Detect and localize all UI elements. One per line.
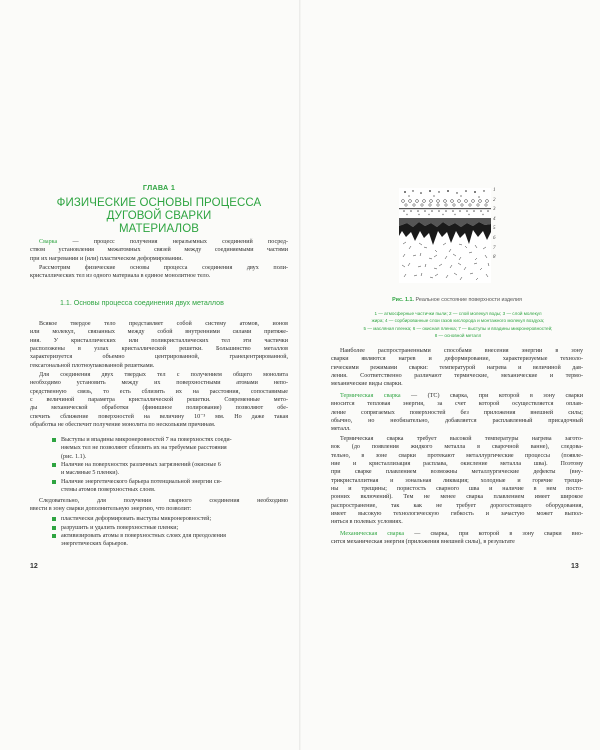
mechanical-line: — сварка, при которой в зону сварки вно- <box>404 531 583 537</box>
figure-callout: 7 <box>493 245 496 251</box>
figure-callout: 8 <box>493 255 496 261</box>
intro-paragraph <box>30 238 288 263</box>
mechanical-welding-paragraph <box>331 530 583 547</box>
body2-line: обработка не обеспечит получение монолита по нескольким причинам. <box>30 422 216 429</box>
thermal-line: металл. <box>331 426 351 433</box>
bullet-marker <box>52 463 56 467</box>
thermal-detail-line: вок (до появления жидкого металла в сварочной ванне), следова- <box>331 444 583 451</box>
figure-legend-line: 1 — атмосферные частички пыли; 2 — слой молекул воды; 3 — слой молекул <box>374 311 542 316</box>
figure-legend <box>333 310 583 340</box>
thermal-detail-line: ние и кристаллизация расплава, окисление металла шва). Поэтому <box>331 461 583 468</box>
energy-line: ления. Соответственно различают термические, механические и термо- <box>331 373 583 380</box>
body3-line: ввести в зону сварки дополнительную энергию, что позволит: <box>30 506 192 513</box>
body1-line: характеризуется объемно центрированной, гранецентрированной, <box>30 354 288 361</box>
body2-line: средственную связь, то есть сблизить их на расстояния, сопоставимые <box>30 388 288 395</box>
energy-line: сварки являются нагрев и деформирование, характеризуемые техноло- <box>331 356 583 363</box>
bullet-line: Наличие на поверхностях различных загрязнений (окисные 6 <box>61 462 221 468</box>
figure-callout: 2 <box>493 197 496 203</box>
bullet-line: стемы атомов поверхностных слоев. <box>61 487 156 494</box>
thermal-detail-line: Термическая сварка требует высокой температуры нагрева загото- <box>340 436 583 442</box>
bullet-item <box>61 515 288 523</box>
thermal-detail-line: имеет высокую технологическую гибкость и зачастую может выпол- <box>331 511 583 518</box>
thermal-detail-line: трикристаллитная и зональная ликвация; холодные и горячие трещи- <box>331 477 583 484</box>
figure-caption-label: Рис. 1.1. <box>392 297 414 303</box>
figure-callout: 1 <box>493 188 496 193</box>
bullet-marker <box>52 480 56 484</box>
body1-paragraph <box>30 320 288 370</box>
mechanical-line: сится механическая энергия (приложения внешней силы), в результате <box>331 539 515 546</box>
term-mechanical-welding: Механическая сварка <box>340 531 405 537</box>
thermal-welding-paragraph <box>331 392 583 434</box>
thermal-detail-line: тельно, в зоне сварки протекают металлургические процессы (появле- <box>331 452 583 459</box>
page-number-left: 12 <box>30 563 38 570</box>
bullet-item <box>61 478 288 495</box>
energy-line: гическими режимами сварки: температурой нагрева и величиной дав- <box>331 364 583 371</box>
figure-callout: 5 <box>493 226 496 232</box>
thermal-detail-line: няться в полевых условиях. <box>331 519 403 526</box>
bullet-item <box>61 436 288 461</box>
bullet-item <box>61 461 288 478</box>
chapter-title-line: ФИЗИЧЕСКИЕ ОСНОВЫ ПРОЦЕССА ДУГОВОЙ СВАРКИ <box>56 197 262 222</box>
figure-caption-text: Реальное состояние поверхности изделия <box>413 297 522 303</box>
body3-paragraph <box>30 497 288 514</box>
term-svarka: Сварка <box>39 239 58 245</box>
figure-callout: 4 <box>493 216 496 222</box>
figure-callout: 6 <box>493 235 496 241</box>
bullet-line: активизировать атомы в поверхностных слоях для преодоления <box>61 533 226 539</box>
thermal-detail-paragraph <box>331 435 583 527</box>
body2-line: необходимо установить между их поверхностными атомами непо- <box>30 380 288 387</box>
energy-line: механические виды сварки. <box>331 381 403 388</box>
energy-paragraph <box>331 347 583 389</box>
body2-line: с величиной параметра кристаллической решетки. Современные мето- <box>30 397 288 404</box>
chapter-title-line: МАТЕРИАЛОВ <box>118 223 200 235</box>
book-gutter <box>299 0 301 750</box>
bullet-line: и масляные 5 пленки). <box>61 470 120 477</box>
bullet-line: пластически деформировать выступы микронеровностей; <box>61 516 212 522</box>
thermal-detail-line: ны и трещины; пористость сварного шва и наличие в нем посто- <box>331 486 583 493</box>
bullet-marker <box>52 438 56 442</box>
body2-line: спечить сближение поверхностей на величину 10⁻³ мм. Но даже такая <box>30 413 288 420</box>
term-thermal-welding: Термическая сварка <box>340 393 401 399</box>
section-title: 1.1. Основы процесса соединения двух металлов <box>60 299 224 307</box>
thermal-line: — (ТС) сварка, при которой в зону сварки <box>400 393 583 399</box>
surface-cross-section-figure <box>399 188 491 283</box>
figure-callouts <box>493 186 496 263</box>
energy-line: Наиболее распространенными способами внесения энергии в зону <box>340 348 583 354</box>
intro2-paragraph <box>30 264 288 281</box>
bullet-marker <box>52 517 56 521</box>
body1-line: ния. У кристаллических или поликристаллических тел эти частички <box>30 337 288 344</box>
bullet-line: няемых тел не позволяют сблизить их на требуемые расстояния <box>61 445 227 452</box>
thermal-line: вносится тепловая энергия, за счет которой осуществляется оплав- <box>331 401 583 408</box>
body1-line: Всякое твердое тело представляет собой систему атомов, ионов <box>39 321 288 327</box>
figure-legend-line: жира; 4 — сорбированные слои газов кислорода и монтажного молекул воздуха; <box>371 318 545 324</box>
body2-line: ды механической обработки (финишное полирование) позволяют обе- <box>30 405 288 412</box>
intro2-line: кристаллических тел из одного материала в единое монолитное тело. <box>30 273 211 280</box>
figure-legend-line: 8 — основной металл <box>434 333 482 339</box>
body1-line: гексагональной плотноупакованной решетками. <box>30 362 155 369</box>
chapter-title <box>30 197 288 236</box>
body2-paragraph <box>30 371 288 429</box>
chapter-label: ГЛАВА 1 <box>142 183 176 192</box>
thermal-detail-line: при сварке плавлением возможны металлургические дефекты (вну- <box>331 469 583 476</box>
body3-line: Следовательно, для получения сварного соединения необходимо <box>39 498 288 504</box>
bullet-marker <box>52 534 56 538</box>
bullet-line: энергетических барьеров. <box>61 541 128 548</box>
intro-line: при их нагревании и (или) пластическом деформировании. <box>30 255 183 262</box>
thermal-line: обычно, но необязательно, добавляется расплавленный присадочный <box>331 418 583 425</box>
bullet-line: Наличие энергетического барьера потенциальной энергии си- <box>61 479 222 485</box>
figure-callout: 3 <box>493 207 496 213</box>
thermal-detail-line: ронних включений). Тем не менее сварка плавлением имеет широкое <box>331 494 583 501</box>
thermal-detail-line: распространение, так как не требует дорогостоящего оборудования, <box>331 502 583 509</box>
intro-line: — процесс получения неразъемных соединений посред- <box>57 239 288 245</box>
bullet-line: Выступы и впадины микронеровностей 7 на поверхностях соеди- <box>61 437 232 443</box>
body2-line: Для соединения двух твердых тел с получением общего монолита <box>39 372 288 378</box>
figure-legend-line: 5 — масляная пленка; 6 — окисная пленка; 7 — выступы и впадины микронеровностей; <box>363 325 553 331</box>
bullet-item <box>61 532 288 549</box>
body1-line: расположены в узлах кристаллической решетки. Большинство металлов <box>30 346 288 353</box>
bullet-marker <box>52 526 56 530</box>
intro-line: ством установления межатомных связей между соединяемыми частями <box>30 247 288 254</box>
thermal-line: ление сопрягаемых поверхностей без приложения внешней силы; <box>331 409 583 416</box>
bullet-line: (рис. 1.1). <box>61 453 87 460</box>
intro2-line: Рассмотрим физические основы процесса соединения двух поли- <box>39 265 288 271</box>
page-number-right: 13 <box>571 563 579 570</box>
figure-caption <box>332 297 582 303</box>
bullet-line: разрушить и удалить поверхностные пленки; <box>61 525 179 531</box>
body1-line: или молекул, связанных между собой внутренними силами притяже- <box>30 329 288 336</box>
